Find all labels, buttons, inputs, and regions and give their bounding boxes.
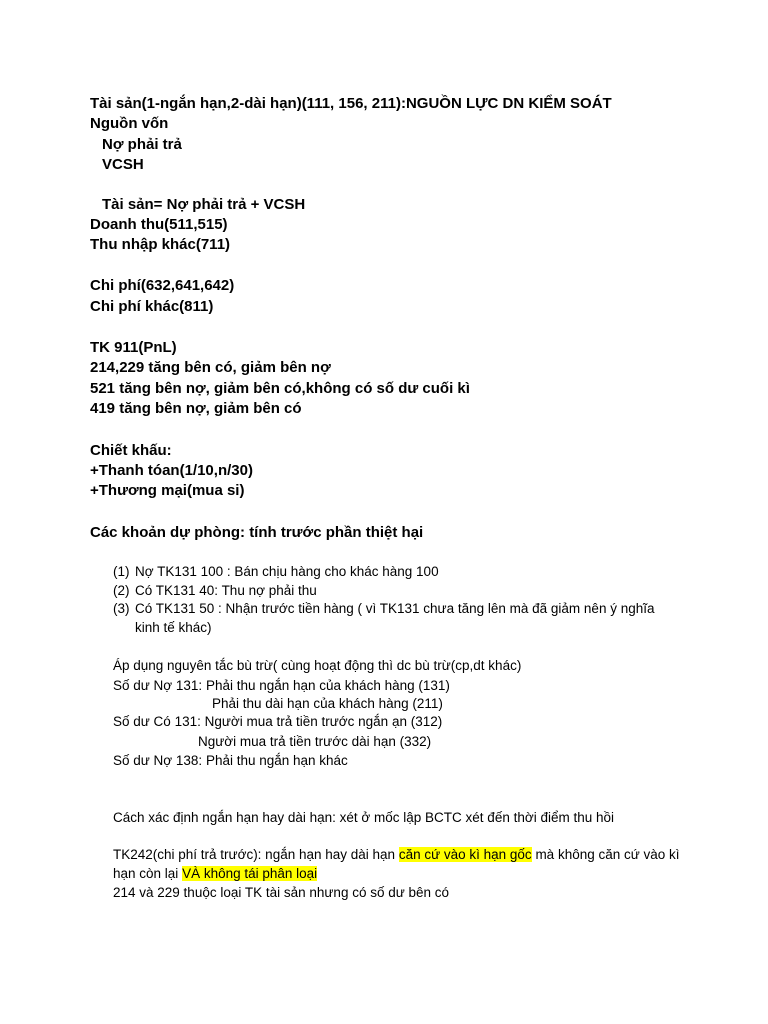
line-thuong-mai: +Thương mại(mua si) — [90, 482, 245, 499]
list-item — [113, 599, 655, 618]
line-thanh-toan: +Thanh tóan(1/10,n/30) — [90, 462, 253, 479]
line-tk911: TK 911(PnL) — [90, 339, 177, 356]
line-chi-phi: Chi phí(632,641,642) — [90, 277, 235, 294]
line-chiet-khau: Chiết khấu: — [90, 442, 172, 459]
line-214-229-note: 214 và 229 thuộc loại TK tài sản nhưng có số dư bên có — [113, 885, 450, 900]
line-equation: Tài sản= Nợ phải trả + VCSH — [102, 196, 306, 213]
line-doanh-thu: Doanh thu(511,515) — [90, 216, 228, 233]
line-214-229: 214,229 tăng bên có, giảm bên nợ — [90, 359, 331, 376]
line-no-phai-tra: Nợ phải trả — [102, 136, 182, 153]
line-vcsh: VCSH — [102, 156, 144, 173]
list-number: (3) — [113, 601, 130, 616]
list-text: Nợ TK131 100 : Bán chịu hàng cho khác hàng 100 — [135, 564, 439, 579]
list-item — [113, 562, 439, 581]
tk242-han-con-lai: hạn còn lại — [113, 866, 183, 881]
line-so-du-no-138: Số dư Nợ 138: Phải thu ngắn hạn khác — [113, 753, 348, 768]
line-so-du-co-131: Số dư Có 131: Người mua trả tiền trước ngắn ạn (312) — [113, 714, 443, 729]
line-du-phong: Các khoản dự phòng: tính trước phần thiệt hại — [90, 524, 424, 541]
line-bu-tru: Áp dụng nguyên tắc bù trừ( cùng hoạt động thì dc bù trừ(cp,dt khác) — [113, 658, 522, 673]
highlight-ki-han-goc: căn cứ vào kì hạn gốc — [398, 847, 532, 862]
tk242-text: TK242(chi phí trả trước): ngắn hạn hay dài hạn — [113, 847, 399, 862]
list-item — [113, 581, 317, 600]
line-tk242 — [113, 845, 680, 864]
list-item-continuation: kinh tế khác) — [135, 620, 212, 635]
highlight-khong-tai-phan-loai: VÀ không tái phân loại — [182, 866, 318, 881]
line-tai-san: Tài sản(1-ngắn hạn,2-dài hạn)(111, 156, 211):NGUỒN LỰC DN KIỂM SOÁT — [90, 95, 612, 112]
line-phai-thu-dai-han: Phải thu dài hạn của khách hàng (211) — [212, 696, 443, 711]
list-number: (1) — [113, 564, 130, 579]
line-chi-phi-khac: Chi phí khác(811) — [90, 298, 214, 315]
line-thu-nhap-khac: Thu nhập khác(711) — [90, 236, 231, 253]
list-text: Có TK131 50 : Nhận trước tiền hàng ( vì TK131 chưa tăng lên mà đã giảm nên ý nghĩa — [135, 601, 655, 616]
list-number: (2) — [113, 583, 130, 598]
line-tk242-cont — [113, 864, 317, 883]
line-nguon-von: Nguồn vốn — [90, 115, 169, 132]
tk242-text-cont: mà không căn cứ vào kì — [531, 847, 680, 862]
line-521: 521 tăng bên nợ, giảm bên có,không có số dư cuối kì — [90, 380, 470, 397]
line-419: 419 tăng bên nợ, giảm bên có — [90, 400, 302, 417]
line-nguoi-mua-dai-han: Người mua trả tiền trước dài hạn (332) — [198, 734, 432, 749]
line-so-du-no-131: Số dư Nợ 131: Phải thu ngắn hạn của khách hàng (131) — [113, 678, 450, 693]
line-ngan-dai-han: Cách xác định ngắn hạn hay dài hạn: xét ở mốc lập BCTC xét đến thời điểm thu hồi — [113, 810, 614, 825]
list-text: Có TK131 40: Thu nợ phải thu — [135, 583, 317, 598]
